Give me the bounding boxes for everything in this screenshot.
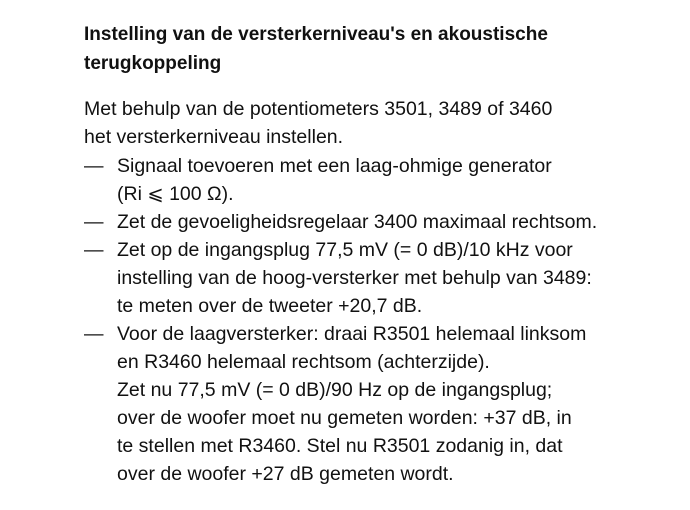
list-item — [84, 152, 674, 208]
list-item-line: instelling van de hoog-versterker met behulp van 3489: — [117, 267, 592, 289]
heading-line: terugkoppeling — [84, 53, 222, 74]
section-heading — [84, 20, 644, 78]
intro-line: Met behulp van de potentiometers 3501, 3489 of 3460 — [84, 98, 553, 120]
list-item-line: over de woofer +27 dB gemeten wordt. — [117, 463, 454, 485]
intro-paragraph — [84, 95, 664, 151]
list-item-line: te meten over de tweeter +20,7 dB. — [117, 295, 423, 317]
list-item-line: te stellen met R3460. Stel nu R3501 zodanig in, dat — [117, 435, 563, 457]
list-item — [84, 236, 674, 320]
list-item-line: over de woofer moet nu gemeten worden: +37 dB, in — [117, 407, 572, 429]
list-item-line: Zet op de ingangsplug 77,5 mV (= 0 dB)/10 kHz voor — [117, 239, 573, 261]
list-item — [84, 320, 674, 488]
list-item-line: en R3460 helemaal rechtsom (achterzijde). — [117, 351, 490, 373]
bullet-dash: — — [84, 239, 104, 261]
intro-line: het versterkerniveau instellen. — [84, 126, 344, 148]
list-item-line: Zet nu 77,5 mV (= 0 dB)/90 Hz op de ingangsplug; — [117, 379, 553, 401]
list-item — [84, 208, 674, 236]
list-item-line: (Ri ⩽ 100 Ω). — [117, 183, 234, 205]
bullet-dash: — — [84, 155, 104, 177]
bullet-dash: — — [84, 211, 104, 233]
instruction-list — [84, 152, 674, 488]
list-item-line: Signaal toevoeren met een laag-ohmige generator — [117, 155, 552, 177]
list-item-line: Zet de gevoeligheidsregelaar 3400 maximaal rechtsom. — [117, 211, 598, 233]
heading-line: Instelling van de versterkerniveau's en akoustische — [84, 24, 548, 45]
list-item-line: Voor de laagversterker: draai R3501 helemaal linksom — [117, 323, 587, 345]
bullet-dash: — — [84, 323, 104, 345]
